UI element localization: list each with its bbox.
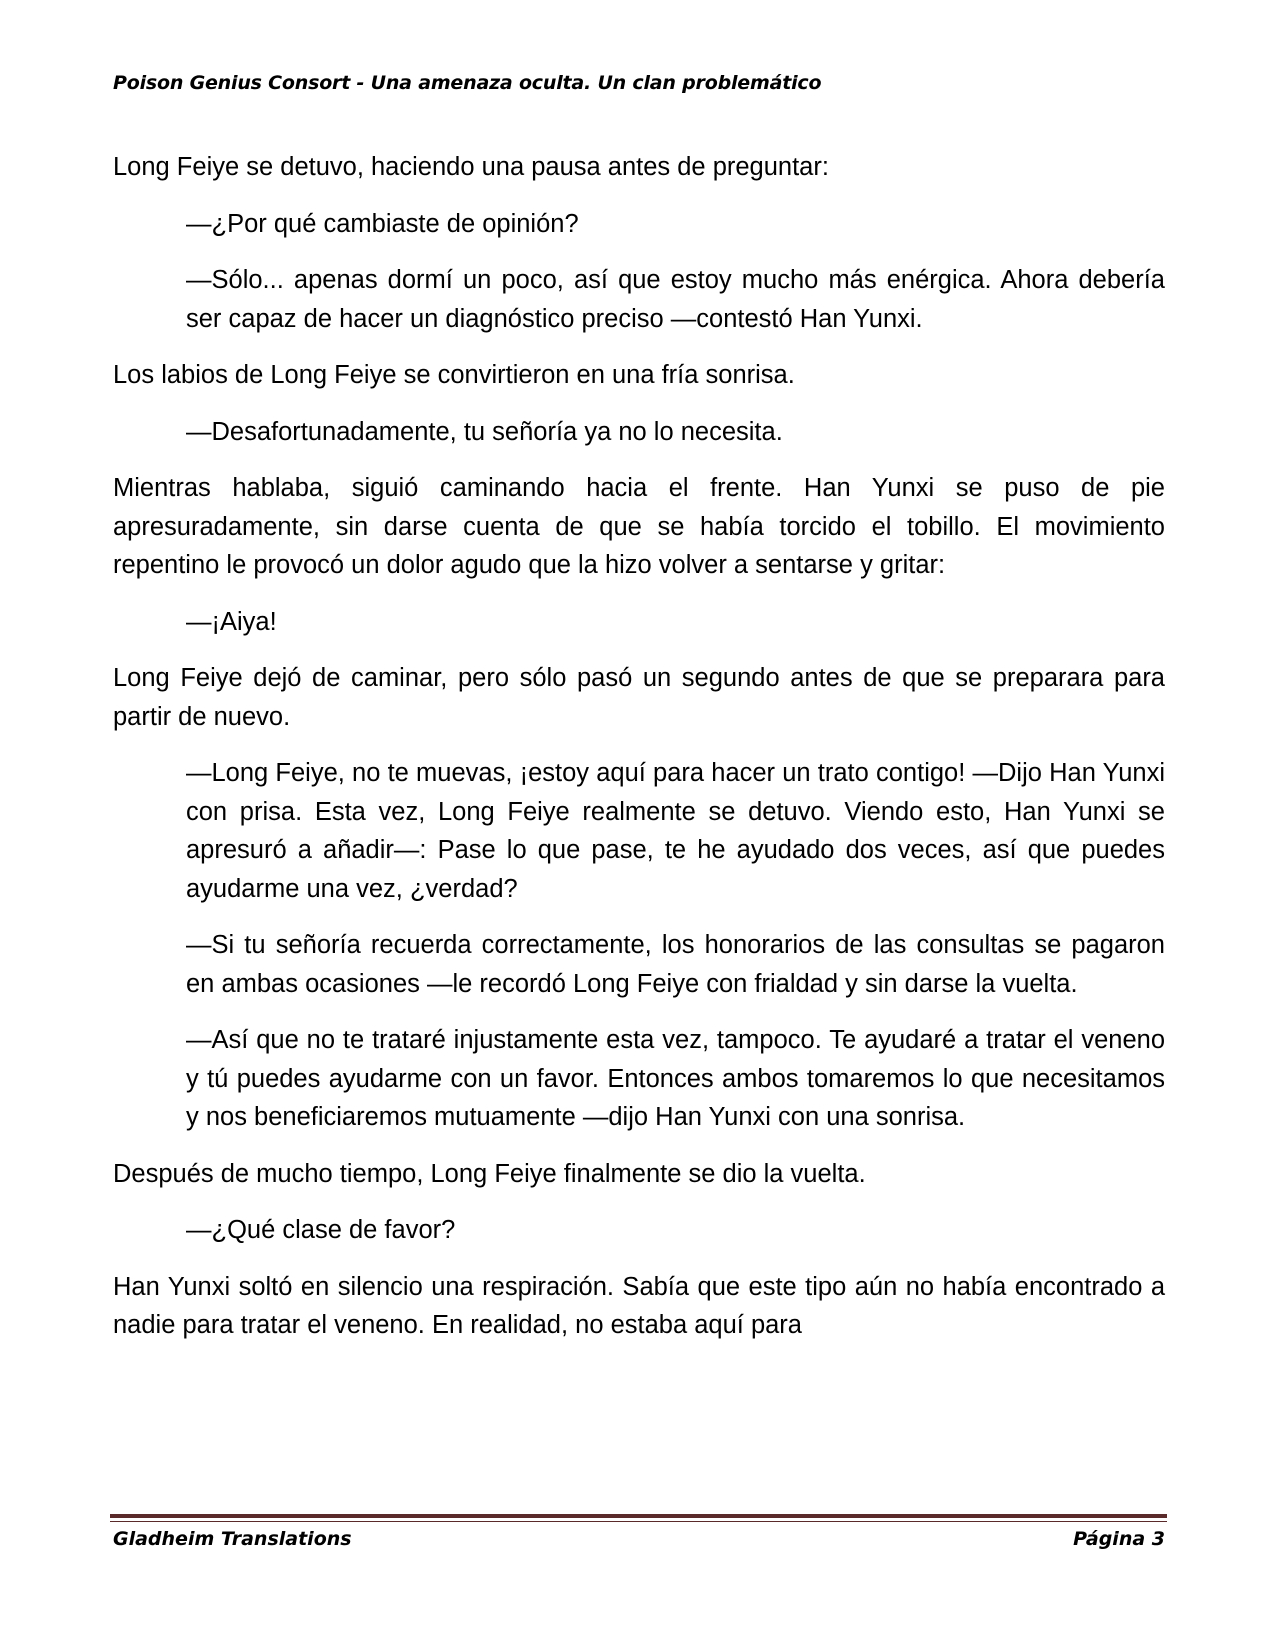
paragraph-dialogue: —¿Por qué cambiaste de opinión? [186, 209, 579, 238]
body-text [113, 148, 1165, 1363]
footer-rule-thin [110, 1521, 1167, 1522]
footer-publisher: Gladheim Translations [113, 1528, 352, 1550]
running-header: Poison Genius Consort - Una amenaza oculta. Un clan problemático [113, 72, 822, 94]
paragraph-narration: Mientras hablaba, siguió caminando hacia el frente. Han Yunxi se puso de pie apresuradamente, sin darse cuenta de que se había torcido el tobillo. El movimiento repentino le provocó un dolor agudo que la hizo volver a sentarse y gritar: [113, 474, 1165, 579]
paragraph-dialogue: —Long Feiye, no te muevas, ¡estoy aquí para hacer un trato contigo! —Dijo Han Yunxi con prisa. Esta vez, Long Feiye realmente se detuvo. Viendo esto, Han Yunxi se apresuró a añadir—: Pase lo que pase, te he ayudado dos veces, así que puedes ayudarme una vez, ¿verdad? [186, 759, 1165, 903]
paragraph-narration: Después de mucho tiempo, Long Feiye finalmente se dio la vuelta. [113, 1159, 866, 1188]
paragraph-dialogue: —Sólo... apenas dormí un poco, así que estoy mucho más enérgica. Ahora debería ser capaz de hacer un diagnóstico preciso —contestó Han Yunxi. [186, 266, 1165, 333]
paragraph-dialogue: —Si tu señoría recuerda correctamente, los honorarios de las consultas se pagaron en ambas ocasiones —le recordó Long Feiye con frialdad y sin darse la vuelta. [186, 931, 1165, 998]
paragraph-dialogue: —Desafortunadamente, tu señoría ya no lo necesita. [186, 417, 783, 446]
paragraph-narration: Los labios de Long Feiye se convirtieron en una fría sonrisa. [113, 361, 795, 389]
paragraph-dialogue: —Así que no te trataré injustamente esta vez, tampoco. Te ayudaré a tratar el veneno y tú puedes ayudarme con un favor. Entonces ambos tomaremos lo que necesitamos y nos beneficiaremos mutuamente —dijo Han Yunxi con una sonrisa. [186, 1026, 1165, 1131]
paragraph-narration: Long Feiye dejó de caminar, pero sólo pasó un segundo antes de que se preparara para partir de nuevo. [113, 664, 1165, 731]
paragraph-narration: Han Yunxi soltó en silencio una respiración. Sabía que este tipo aún no había encontrado a nadie para tratar el veneno. En realidad, no estaba aquí para [113, 1272, 1165, 1339]
paragraph-narration: Long Feiye se detuvo, haciendo una pausa antes de preguntar: [113, 153, 829, 181]
footer-page-number: Página 3 [1073, 1528, 1165, 1550]
paragraph-dialogue: —¿Qué clase de favor? [186, 1216, 456, 1244]
paragraph-dialogue: —¡Aiya! [186, 607, 277, 636]
footer-rule [110, 1514, 1167, 1518]
